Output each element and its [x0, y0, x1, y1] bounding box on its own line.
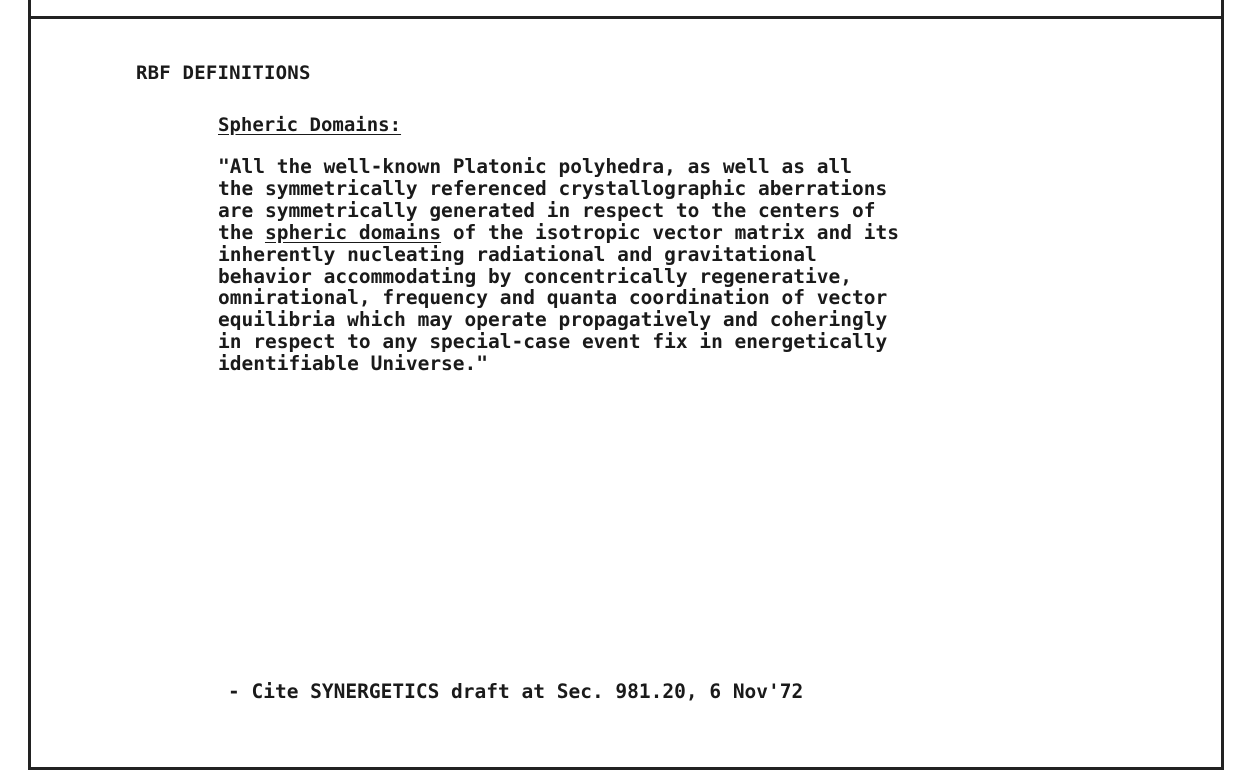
quote-line: [218, 353, 1098, 375]
quote-line: [218, 287, 1098, 309]
quote-text: the: [218, 220, 265, 244]
quote-line: [218, 266, 1098, 288]
quote-text: are symmetrically generated in respect to the centers of: [218, 198, 876, 222]
quote-line: [218, 244, 1098, 266]
underlined-term: spheric domains: [264, 220, 442, 244]
citation: - Cite SYNERGETICS draft at Sec. 981.20, 6 Nov'72: [228, 680, 804, 703]
quote-text: the symmetrically referenced crystallographic aberrations: [218, 176, 888, 200]
index-card-frame: [28, 16, 1224, 770]
quote-text: equilibria which may operate propagatively and coheringly: [218, 308, 888, 332]
card-header: RBF DEFINITIONS: [136, 62, 311, 84]
quote-line: [218, 309, 1098, 331]
quote-line: [218, 222, 1098, 244]
quote-line: [218, 331, 1098, 353]
quote-line: [218, 200, 1098, 222]
quote-text: inherently nucleating radiational and gravitational: [218, 242, 817, 266]
quote-text: of the isotropic vector matrix and its: [441, 220, 899, 244]
quote-text: omnirational, frequency and quanta coordination of vector: [218, 286, 888, 310]
quote-line: [218, 156, 1098, 178]
quote-text: "All the well-known Platonic polyhedra, as well as all: [218, 155, 852, 178]
quote-text: in respect to any special-case event fix in energetically: [218, 330, 888, 354]
quote-text: behavior accommodating by concentrically regenerative,: [218, 264, 852, 288]
definition-quote: [218, 156, 1098, 375]
section-title: Spheric Domains:: [218, 114, 402, 136]
quote-line: [218, 178, 1098, 200]
quote-text: identifiable Universe.": [218, 352, 489, 376]
